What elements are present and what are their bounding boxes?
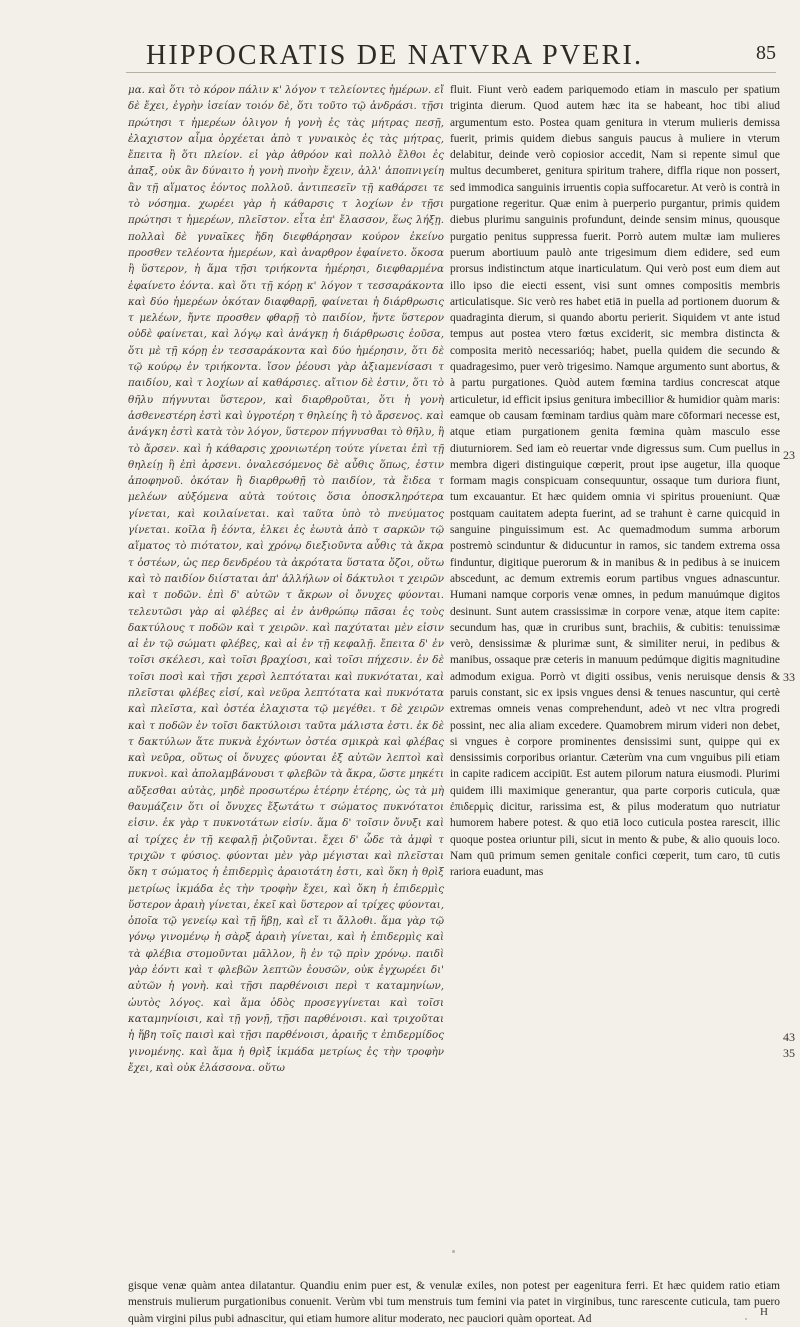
paper-speck [452,1250,455,1253]
header-rule [126,72,776,73]
latin-paragraph: fluit. Fiunt verò eadem pariquemodo etiam in masculo per spatium triginta dierum. Quod autem hæc ita se habeant, hoc tibi aliud argumentum esto. Postea quam genitura in vterum mulieris demissa fuerit, primis quidem diebus sanguis paucus à muliere in vterum delabitur, deinde verò copiosior accedit, Nam si repente simul que multus decumberet, genitura spiritum trahere, diffla rique non possert, sed immodica sanguinis irruentis copia suffocaretur. At verò is contrà in purgatione regeritur. Quæ enim à puerperio purgantur, primis quidem diebus plurimu sanguinis profundunt, deinde sensim minus, quousque purgatio penitus suppressa fuerit. Porrò autem multæ iam mulieres puerum abortiuum paulò ante trigesimum diem edidere, sed eum prorsus indistinctum atque inarticulatum. Qui verò post eum diem aut illo ipso die eiecti essent, visi sunt omnes compositis membris articulatisque. Sic verò res habet etiā in puella ad portionem duorum & quadraginta dierum, si quando abortu perierit. Siquidem vt ante istud tempus aut postea vtero fœtus exciderit, sic membra distincta & composita meritò necessarióq; habet, puella quidem die secundo & quadragesimo, puer verò trigesimo. Namque argumento sunt abortus, & à partu purgationes. Quòd autem fœmina tardius concrescat atque articuletur, id efficit ipsius genitura imbecillior & humidior quàm maris: eamque ob causam fœminam tardius quàm mare cōformari necesse est, atque etiam purgationem genita fœmina quàm masculo esse diuturniorem. Sed iam eò reuertar vnde digressus sum. Cum puellus in membra digeri distinguique cœperit, prout ipse augetur, illa quoque formam magis conspicuam consequuntur, ossaque tum duriora fiunt, tum excauantur. Et hæc quidem omnia vi spiritus proueniunt. Quæ postquam cauitatem adepta fuerint, ad se trahunt è carne quicquid in sanguine pinguissimum est. Ac quemadmodum summa arborum postremò scinduntur & diducuntur in ramos, sic tandem extrema ossa finduntur, digitique puerorum & in manibus & in pedibus à se inuicem abscedunt, ac demum extremis eorum partibus vngues adnascuntur. Humani namque corporis venæ omnes, in pedum manuúmque digitos desinunt. Sunt autem crassissimæ in corpore venæ, atque item capite: secundum has, quæ in cruribus sunt, brachiis, & cubitis: tenuissimæ verò, densissimæ & plurimæ sunt, & similiter nerui, in pedibus & manibus, ossaque præ ceteris in manuum pedúmque digitis magnitudine admodum exigua. Porrò vt digiti ossibus, venis neruisque densis & paruis constant, sic ex ipsis vngues densi & tenues nascuntur, qui certè extremas omneis venas comprehendunt, adeò vt nec vltra progredi possint, nec alia aliam excedere. Quamobrem mirum videri non debet, si vngues è corpore prominentes densissimi sunt, quippe qui ex densissimis corporibus oriantur. Cæterùm vna cum vnguibus pili etiam in capite radicem accipiūt. Est autem pilorum natura eiusmodi. Plurimi quidem illi maximique generantur, qua parte corporis cuticula, quæ ἐπιδερμὶς dicitur, rarissima est, & pilus moderatum quo nutriatur humorem habere potest. & quo etiā loco cuticula postea rarescit, illic quoque postea oriuntur pili, sicut in mento & pube, & alio quouis loco. Nam quū primum semen genitale confici cœperit, tum caro, tū cutis rariora euadunt, mas [450,84,780,879]
page-header [126,40,776,80]
latin-text-column [450,82,780,1272]
bottom-full-width-text [128,1278,780,1327]
paper-speck [170,1286,172,1288]
greek-text-column [128,82,444,1272]
margin-number: 43 [783,1030,795,1044]
greek-paragraph: μα. καὶ ὅτι τὸ κόρον πάλιν κ' λόγον τ τελείοντες ἡμέρων. εἴ δὲ ἔχει, ἐγρὴν ἱσείαν τοιόν δὲ, ὅτι τοῦτο τῷ ἀνδράσι. τῇσι πρώτησι τ ἡμερέων ὀλιγον ἡ γονὴ ἐς τὰς μήτρας πεσῇ, ἐλαχιστον αἷμα ὀρχέεται ἀπὸ τ γυναικὸς ἐς τὰς μήτρας, ἔπειτα ἢ ὅτι πλείον. εἰ γὰρ ἀθρόον καὶ πολλὸ ἔλθοι ἐς ἀπαξ, οὐκ ἂν δύναιτο ἡ γονὴ πνοὴν ἔχειν, ἀλλ' ἀποπνιγείη ἂν τῇ αἵματος ἐόντος πολλοῦ. ἀντιπεσεῖν τῇ καθάρσει τε τὸ νόσημα. χωρέει γὰρ ἡ κάθαρσις τ λοχίων ἐν τῇσι πρώτησι τ ἡμερέων, πλεῖστον. εἶτα ἐπ' ἔλασσον, ἕως λήξῃ. πολλαὶ δὲ γυναῖκες ἤδη διεφθάρησαν κούρον ἐκείνο προσθεν τελέοντα ἡμερέων, καὶ ἀναρθρον ἐφαίνετο. ὅκοσα ἢ ὕστερον, ἡ ἅμα τῇσι τριήκοντα ἡμέρησι, διεφθαρμένα ἐφαίνετο ἐόντα. καὶ ὅτι τῇ κόρῃ κ' λόγον τ τεσσαράκοντα καὶ δύο ἡμερέων ὁκόταν διαφθαρῇ, φαίνεται ἡ διάρθρωσις τ μελέων, ἤντε προσθεν φθαρῇ τὸ παιδίον, ἤντε ὕστερον οὐδὲ φαίνεται, καὶ λόγῳ καὶ ἀνάγκῃ ἡ διάρθρωσις ἐοῦσα, ὅτι μὲ τῇ κόρῃ ἐν τεσσαράκοντα καὶ δύο ἡμέρησιν, ὅτι δὲ τῷ κούρῳ ἐν τριήκοντα. ἴσον ῥέουσι γὰρ ἀξιαμενίσασι τ παιδίου, καὶ τ λοχίων αἱ καθάρσιες. αἴτιον δὲ ἐστιν, ὅτι τὸ θῆλυ πήγνυται ὕστερον, καὶ διαρθροῦται, ὅτι ἡ γονὴ ἀσθενεστέρη ἐστὶ καὶ ὑγροτέρη τ θηλείης ἢ τὸ ἄρσενος. καὶ ἀνάγκη ἐστὶ κατὰ τὸν λόγον, ὕστερον πήγνυσθαι τὸ θῆλυ, ἢ τὸ ἄρσεν. καὶ ἡ κάθαρσις χρονιωτέρη τούτε γίνεται ἐπὶ τῇ θηλείῃ ἢ ἐπὶ ἀρσενι. ὀναλεσόμενος δὲ αὖθις ὅπως, ἐστιν ἀποφηνοῦ. ὁκόταν ἢ διαρθρωθῇ τὸ παιδίον, τὰ ἔιδεα τ μελέων αὐξόμενα αὐτὰ τούτοις ὅσια ὁποσκληρότερα γίνεται, καὶ κοιλαίνεται. καὶ ταῦτα ὑπὸ τὸ πνεύματος γίνεται. κοῖλα ἢ ἐόντα, ἑλκει ἐς ἑωυτὰ ἀπὸ τ σαρκῶν τῷ αἵματος τὸ πιότατον, καὶ χρόνῳ διεξιοῦντα αὖθις τὰ ἄκρα τ ὀστέων, ὡς περ δενδρέου τὰ ἀκρότατα ὕστατα ὄζοι, οὕτω καὶ τὸ παιδίον διίσταται ἀπ' ἀλλήλων οἱ δάκτυλοι τ χειρῶν καὶ τ ποδῶν. ἐπὶ δ' αὐτῶν τ ἄκρων οἱ ὄνυχες φύονται. τελευτῶσι γὰρ αἱ φλέβες αἱ ἐν ἀνθρώπῳ πᾶσαι ἐς τοὺς δακτύλους τ ποδῶν καὶ τ χειρῶν. καὶ παχύταται μὲν εἰσιν αἱ ἐν τῷ σώματι φλέβες, καὶ αἱ ἐν τῇ κεφαλῇ. ἔπειτα δ' ἐν τοῖσι σκέλεσι, καὶ τοῖσι βραχίοσι, καὶ τοῖσι πήχεσιν. ἐν δὲ τοῖσι ποσὶ καὶ τῇσι χερσὶ λεπτόταται καὶ πυκνόταται, καὶ πλεῖσται φλέβες εἰσί, καὶ νεῦρα λεπτότατα καὶ πυκνότατα καὶ πλεῖστα, καὶ ὀστέα ἐλαχιστα τῷ μεγέθει. τ δὲ χειρῶν καὶ τ ποδῶν ἐν τοῖσι δακτύλοισι ταῦτα μάλιστα ἐστι. ἐκ δὲ τ δακτύλων ἅτε πυκνὰ ἐχόντων ὀστέα σμικρὰ καὶ φλέβας καὶ νεῦρα, οὕτως οἱ ὄνυχες φύονται ἐξ αὐτῶν λεπτοὶ καὶ πυκνοὶ. καὶ ἀπολαμβάνουσι τ φλεβῶν τὰ ἄκρα, ὥστε μηκέτι αὔξεσθαι αὐτὰς, μηδὲ προσωτέρω ἑτέρην ἑτέρης, ὡς τὰ μὴ θαυμάζειν ὅτι οἱ ὄνυχες ἔξωτάτω τ σώματος πυκνότατοι εἰσιν. ἐκ γὰρ τ πυκνοτάτων εἰσίν. ἅμα δ' τοῖσιν ὄνυξι καὶ αἱ τρίχες ἐν τῇ κεφαλῇ ῥιζοῦνται. ἔχει δ' ὧδε τὰ ἀμφὶ τ τριχῶν τ φύσιος. φύονται μὲν γὰρ μέγισται καὶ πλεῖσται ὅκη τ σώματος ἡ ἐπιδερμὶς ἀραιοτάτη ἐστι, καὶ ὅκη ἡ θρὶξ μετρίως ἱκμάδα ἐς τὴν τροφὴν ἔχει, καὶ ὅκη ἡ ἐπιδερμὶς ὕστερον ἀραιὴ γίνεται, ἐκεῖ καὶ ὕστερον αἱ τρίχες φύονται, ὁποῖα τῷ γενείῳ καὶ τῇ ἥβῃ, καὶ εἴ τι ἄλλοθι. ἅμα γὰρ τῷ γόνῳ γινομένῳ ἡ σὰρξ ἀραιὴ γίνεται, καὶ ἡ ἐπιδερμὶς καὶ τὰ φλέβια στομοῦνται μᾶλλον, ἢ ἐν τῷ πρὶν χρόνῳ. παιδὶ γὰρ ἐόντι καὶ τ φλεβῶν λεπτῶν ἐουσῶν, οὐκ ἐγχωρέει δι' αὐτῶν ἡ γονὴ. καὶ τῇσι παρθένοισι περὶ τ καταμηνίων, ὡυτὸς λόγος. καὶ ἅμα ὁδὸς προσεγγίνεται καὶ τοῖσι καταμηνίοισι, καὶ τῇ γονῇ, τῇσι παρθένοισι. καὶ τριχοῦται ἡ ἥβη τοῖς παισὶ καὶ τῇσι παρθένοισι, ἀραιῆς τ ἐπιδερμίδος γινομένης. καὶ ἅμα ἡ θρὶξ ἱκμάδα μετρίως ἐς τὴν τροφὴν ἔχει, καὶ οὐκ ἐλάσσονα. οὕτω [128,84,444,1074]
margin-number: 33 [783,670,795,684]
catchword: H [760,1306,768,1318]
margin-number: 35 [783,1046,795,1060]
page-number: 85 [756,42,776,64]
running-head: HIPPOCRATIS DE NATVRA PVERI. [146,40,644,71]
bottom-paragraph: gisque venæ quàm antea dilatantur. Quandiu enim puer est, & venulæ exiles, non potest per eagenitura ferri. Et hæc quidem ratio etiam menstruis mulierum purgationibus conuenit. Verùm vbi tum menstruis tum femini via patet in virginibus, tunc rarescente cuticula, tam puero quàm virgini pilus pubi adnascitur, qui etiam humore alitur moderato, nec pauciori quàm oporteat. Ad [128,1280,780,1325]
margin-number: 23 [783,448,795,462]
paper-speck [745,1318,747,1320]
